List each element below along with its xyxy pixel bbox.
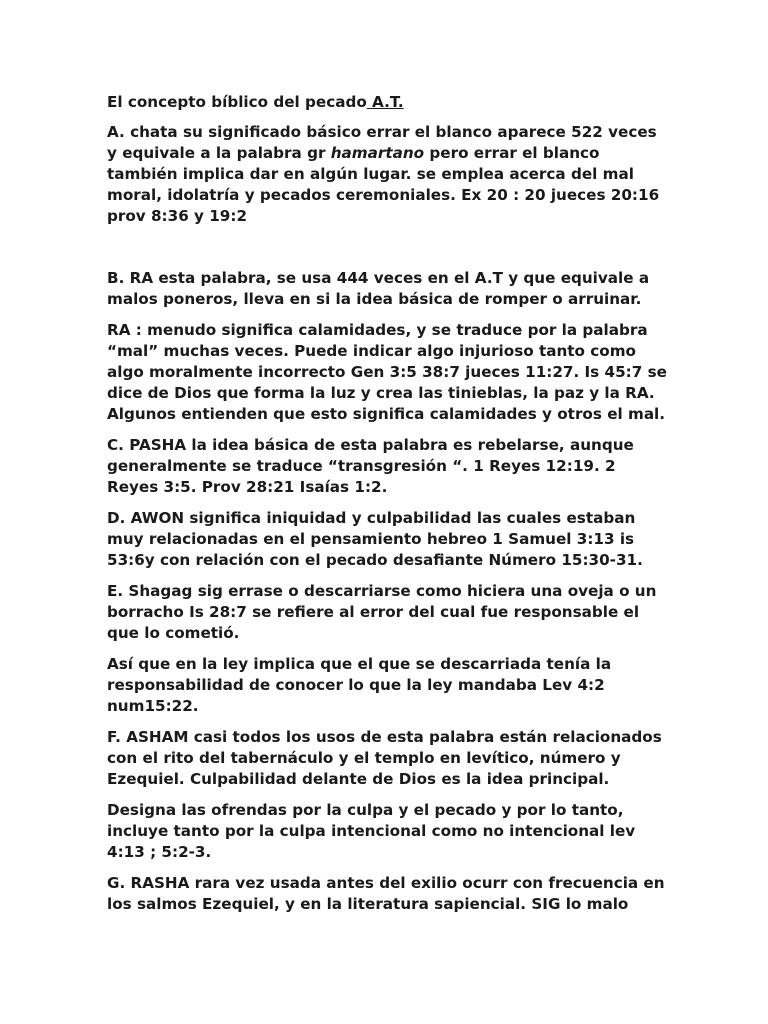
document-page <box>107 92 667 925</box>
paragraph-d: D. AWON significa iniquidad y culpabilidad las cuales estaban muy relacionadas en el pensamiento hebreo 1 Samuel 3:13 is 53:6y con relación con el pecado desafiante Número 15:30-31. <box>107 509 643 569</box>
paragraph-a-italic: hamartano <box>330 144 425 162</box>
title-suffix: A.T. <box>366 93 404 111</box>
paragraph-asi: Así que en la ley implica que el que se descarriada tenía la responsabilidad de conocer lo que la ley mandaba Lev 4:2 num15:22. <box>107 655 612 715</box>
paragraph-g: G. RASHA rara vez usada antes del exilio ocurr con frecuencia en los salmos Ezequiel, y en la literatura sapiencial. SIG lo malo <box>107 874 665 913</box>
blank-spacer <box>107 237 667 268</box>
document-title <box>107 92 667 113</box>
paragraph-f: F. ASHAM casi todos los usos de esta palabra están relacionados con el rito del tabernáculo y el templo en levítico, número y Ezequiel. Culpabilidad delante de Dios es la idea principal. <box>107 728 662 788</box>
paragraph-c: C. PASHA la idea básica de esta palabra es rebelarse, aunque generalmente se traduce “transgresión “. 1 Reyes 12:19. 2 Reyes 3:5. Prov 28:21 Isaías 1:2. <box>107 436 634 496</box>
paragraph-a-text-2: pero errar el blanco también implica dar en algún lugar. se emplea acerca del mal moral, idolatría y pecados ceremoniales. Ex 20 : 20 jueces 20:16 prov 8:36 y 19:2 <box>107 144 660 225</box>
title-text: El concepto bíblico del pecado <box>107 93 367 111</box>
paragraph-b: B. RA esta palabra, se usa 444 veces en el A.T y que equivale a malos poneros, lleva en si la idea básica de romper o arruinar. <box>107 269 650 308</box>
paragraph-a <box>107 122 667 227</box>
paragraph-designa: Designa las ofrendas por la culpa y el pecado y por lo tanto, incluye tanto por la culpa intencional como no intencional lev 4:13 ; 5:2-3. <box>107 801 636 861</box>
paragraph-ra: RA : menudo significa calamidades, y se traduce por la palabra “mal” muchas veces. Puede indicar algo injurioso tanto como algo moralmente incorrecto Gen 3:5 38:7 jueces 11:27. Is 45:7 se dice de Dios que forma la luz y crea las tinieblas, la paz y la RA. Algunos entienden que esto significa calamidades y otros el mal. <box>107 321 667 423</box>
paragraph-a-text-1: A. chata su significado básico errar el blanco aparece 522 veces y equivale a la palabra gr <box>107 123 657 162</box>
paragraph-e: E. Shagag sig errase o descarriarse como hiciera una oveja o un borracho Is 28:7 se refiere al error del cual fue responsable el que lo cometió. <box>107 582 657 642</box>
